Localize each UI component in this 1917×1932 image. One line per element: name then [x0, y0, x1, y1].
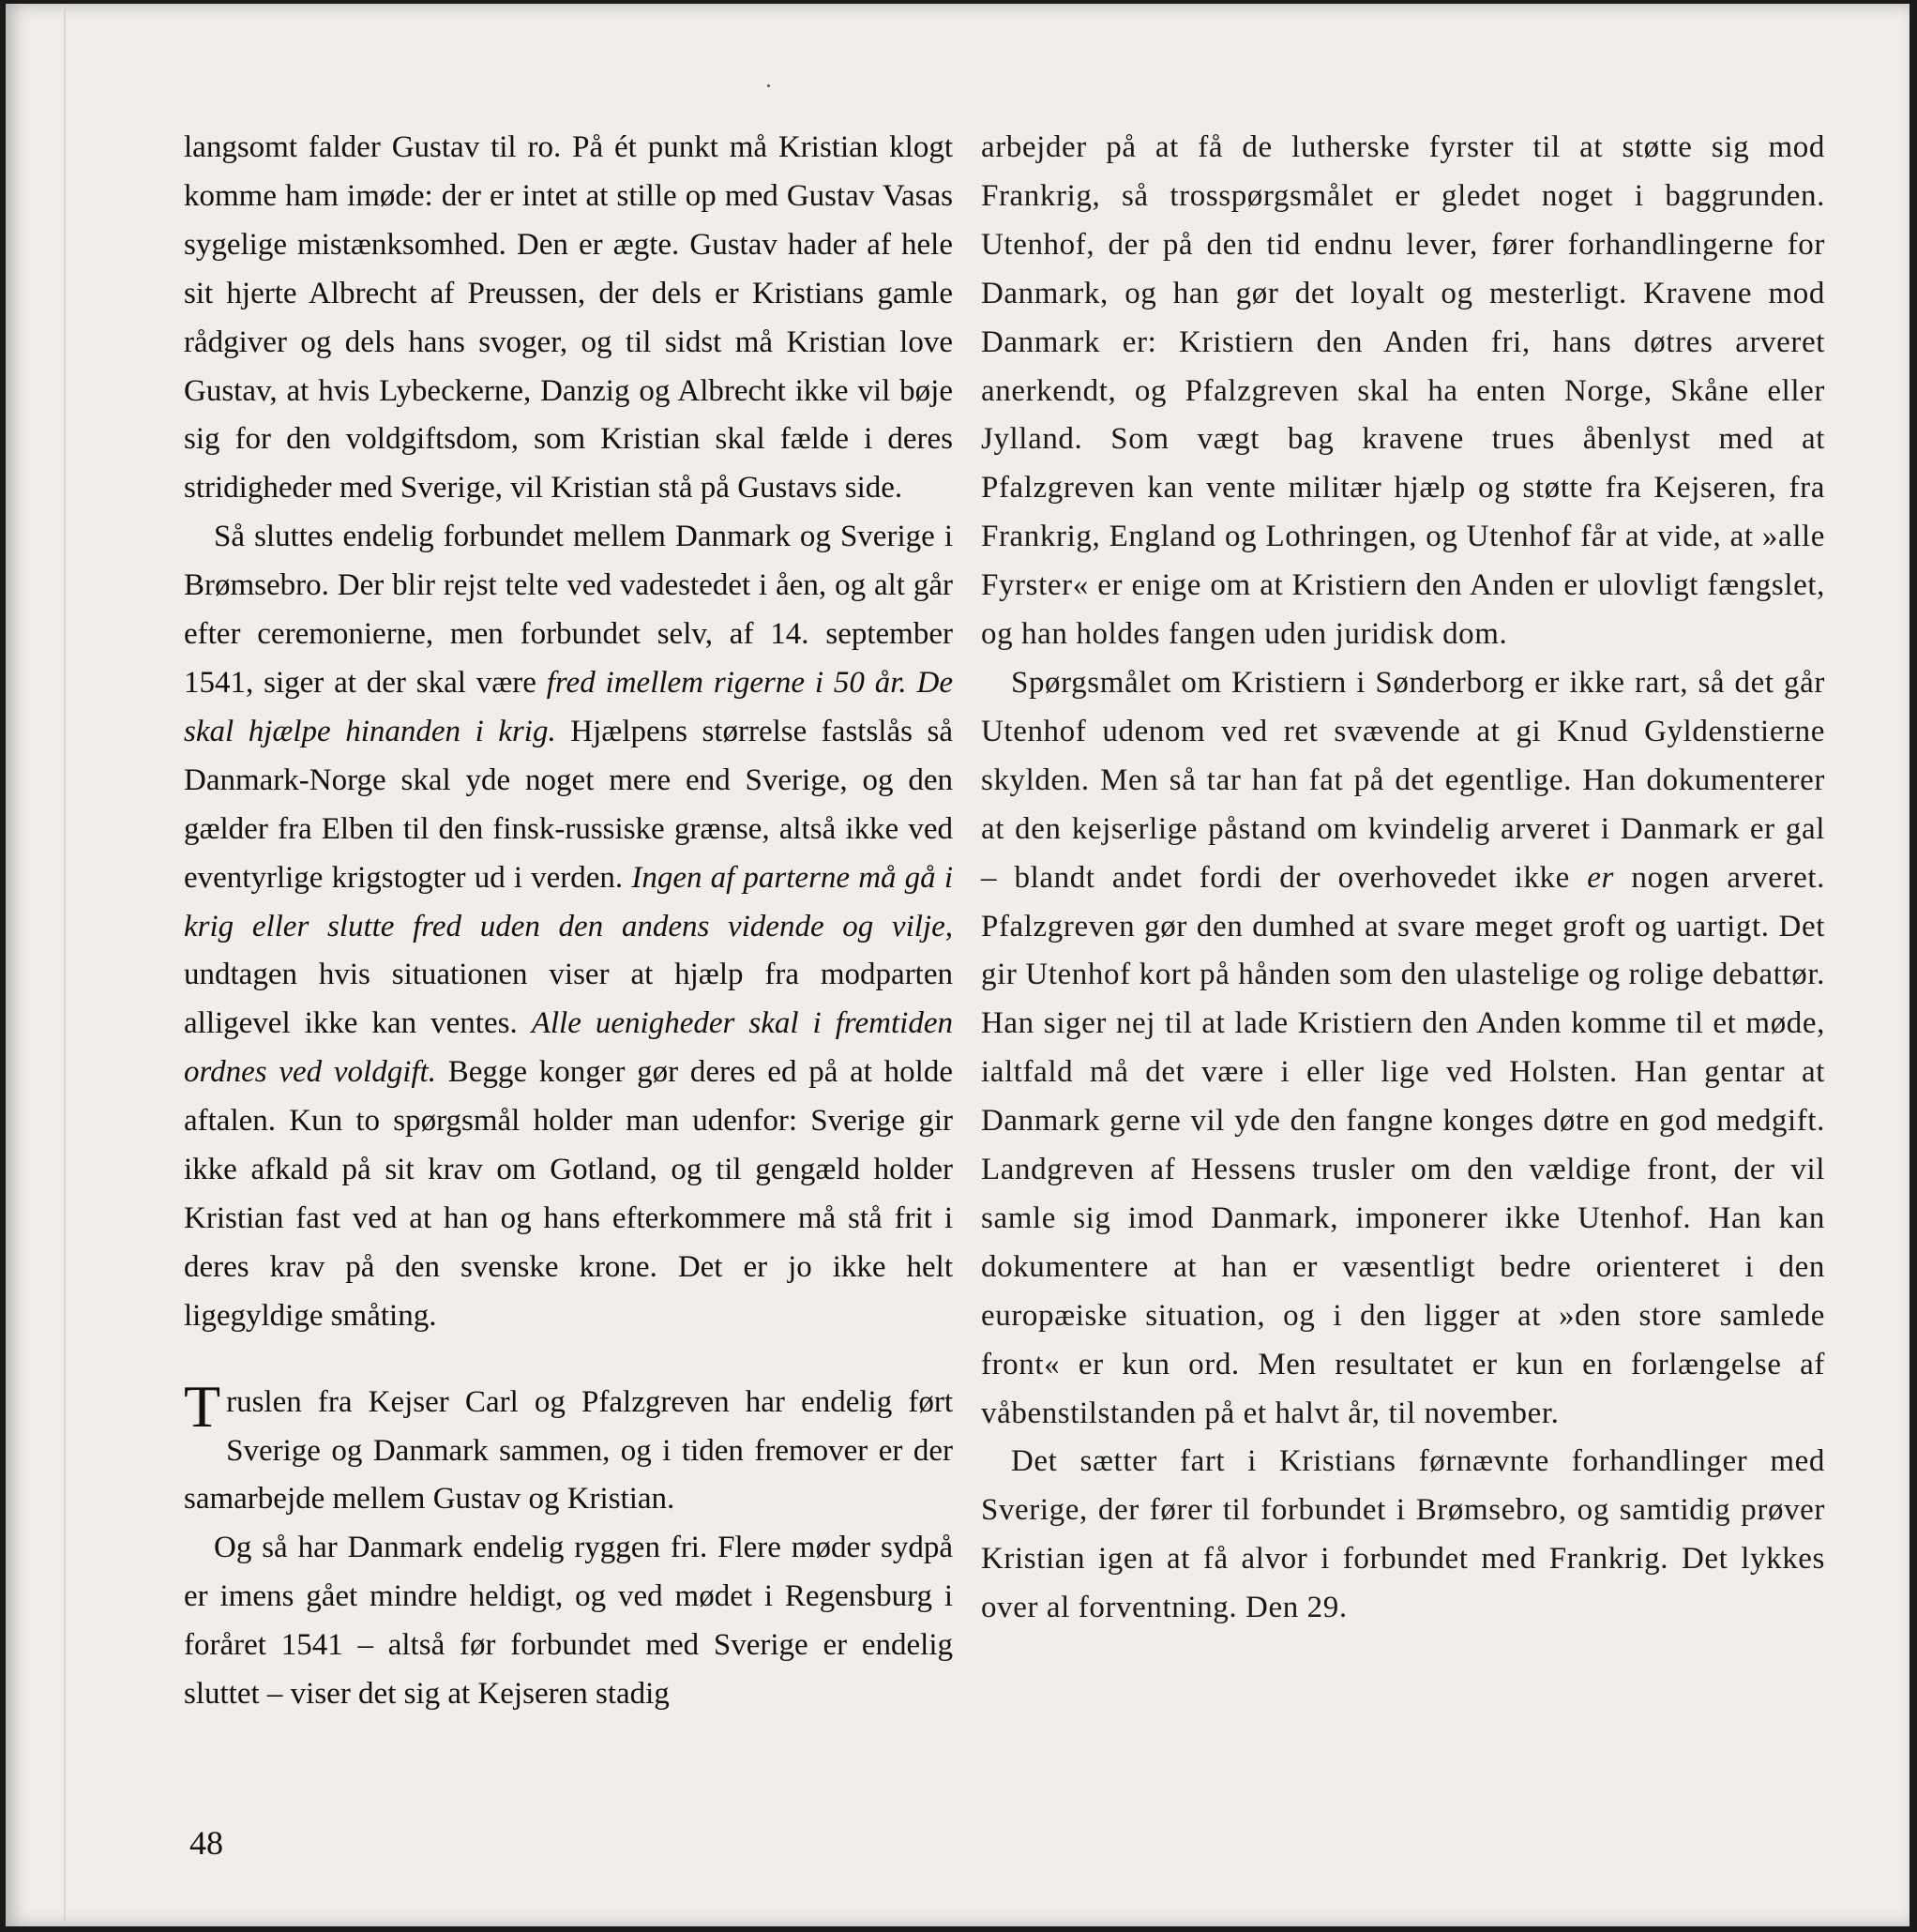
right-paragraph-2	[981, 659, 1825, 1439]
left-p2-text-2: Hjælpens størrelse fastslås så Danmark-Norge skal yde noget mere end Sverige, og den gælder fra Elben til den finsk-russiske grænse, altså ikke ved eventyrlige krigstogter ud i verden.	[184, 714, 953, 895]
left-paragraph-4: Og så har Danmark endelig ryggen fri. Flere møder sydpå er imens gået mindre heldigt, og ved mødet i Regensburg i foråret 1541 – altså før forbundet med Sverige er endelig sluttet – viser det sig at Kejseren stadig	[184, 1531, 953, 1712]
page-number: 48	[189, 1824, 223, 1862]
left-p2-text-4: Begge konger gør deres ed på at holde aftalen. Kun to spørgsmål holder man udenfor: Sverige gir ikke afkald på sit krav om Gotland, og til gengæld holder Kristian fast ved at han og hans efterkommere må stå frit i deres krav på den svenske krone. Det er jo ikke helt ligegyldige småting.	[184, 1055, 953, 1333]
right-p2-text-2: nogen arveret. Pfalzgreven gør den dumhed at svare meget groft og uartigt. Det gir Utenhof kort på hånden som den ulastelige og rolige debattør. Han siger nej til at lade Kristiern den Anden komme til et møde, ialtfald må det være i eller lige ved Holsten. Han gentar at Danmark gerne vil yde den fangne konges døtre en god medgift. Landgreven af Hessens trusler om den vældige front, der vil samle sig imod Danmark, imponerer ikke Utenhof. Han kan dokumentere at han er væsentligt bedre orienteret i den europæiske situation, og i den ligger at »den store samlede front« er kun ord. Men resultatet er kun en forlængelse af våbenstilstanden på et halvt år, til november.	[981, 860, 1825, 1430]
left-p2-italic-3: Alle uenigheder skal i fremtiden ordnes ved voldgift.	[184, 1006, 953, 1090]
left-paragraph-2	[184, 513, 953, 1340]
left-p2-italic-2: Ingen af parterne må gå i krig eller slutte fred uden den andens vidende og vilje,	[184, 860, 953, 943]
book-page	[6, 4, 1909, 1926]
left-p2-text-3: undtagen hvis situationen viser at hjælp fra modparten alligevel ikke kan ventes.	[184, 958, 953, 1041]
right-paragraph-3: Det sætter fart i Kristians førnævnte forhandlinger med Sverige, der fører til forbundet i Brømsebro, og samtidig prøver Kristian igen at få alvor i forbundet med Frankrig. Det lykkes over al forventning. Den 29.	[981, 1444, 1825, 1625]
print-speck	[767, 84, 770, 87]
right-p2-text-1: Spørgsmålet om Kristiern i Sønderborg er ikke rart, så det går Utenhof udenom ved ret svævende at gi Knud Gyldenstierne skylden. Men så tar han fat på det egentlige. Han dokumenterer at den kejserlige påstand om kvindelig arveret i Danmark er gal – blandt andet fordi der overhovedet ikke	[981, 665, 1825, 895]
left-paragraph-3	[184, 1372, 953, 1525]
left-p3-text: ruslen fra Kejser Carl og Pfalzgreven har endelig ført Sverige og Danmark sammen, og i tiden fremover er der samarbejde mellem Gustav og Kristian.	[184, 1384, 953, 1517]
drop-cap: T	[184, 1372, 221, 1440]
left-p2-italic-1: fred imellem rigerne i 50 år. De skal hjælpe hinanden i krig.	[184, 665, 953, 748]
left-text-column	[184, 124, 953, 1719]
right-paragraph-1: arbejder på at få de lutherske fyrster til at støtte sig mod Frankrig, så trosspørgsmålet er gledet noget i baggrunden. Utenhof, der på den tid endnu lever, fører forhandlingerne for Danmark, og han gør det loyalt og mesterligt. Kravene mod Danmark er: Kristiern den Anden fri, hans døtres arveret anerkendt, og Pfalzgreven skal ha enten Norge, Skåne eller Jylland. Som vægt bag kravene trues åbenlyst med at Pfalzgreven kan vente militær hjælp og støtte fra Kejseren, fra Frankrig, England og Lothringen, og Utenhof får at vide, at »alle Fyrster« er enige om at Kristiern den Anden er ulovligt fængslet, og han holdes fangen uden juridisk dom.	[981, 130, 1825, 652]
right-p2-italic: er	[1587, 860, 1614, 895]
left-p2-text-1: Så sluttes endelig forbundet mellem Danmark og Sverige i Brømsebro. Der blir rejst telte ved vadestedet i åen, og alt går efter ceremonierne, men forbundet selv, af 14. september 1541, siger at der skal være	[184, 520, 953, 700]
page-gutter-line	[64, 4, 66, 1926]
right-text-column	[981, 124, 1825, 1633]
left-paragraph-1: langsomt falder Gustav til ro. På ét punkt må Kristian klogt komme ham imøde: der er intet at stille op med Gustav Vasas sygelige mistænksomhed. Den er ægte. Gustav hader af hele sit hjerte Albrecht af Preussen, der dels er Kristians gamle rådgiver og dels hans svoger, og til sidst må Kristian love Gustav, at hvis Lybeckerne, Danzig og Albrecht ikke vil bøje sig for den voldgiftsdom, som Kristian skal fælde i deres stridigheder med Sverige, vil Kristian stå på Gustavs side.	[184, 130, 953, 506]
